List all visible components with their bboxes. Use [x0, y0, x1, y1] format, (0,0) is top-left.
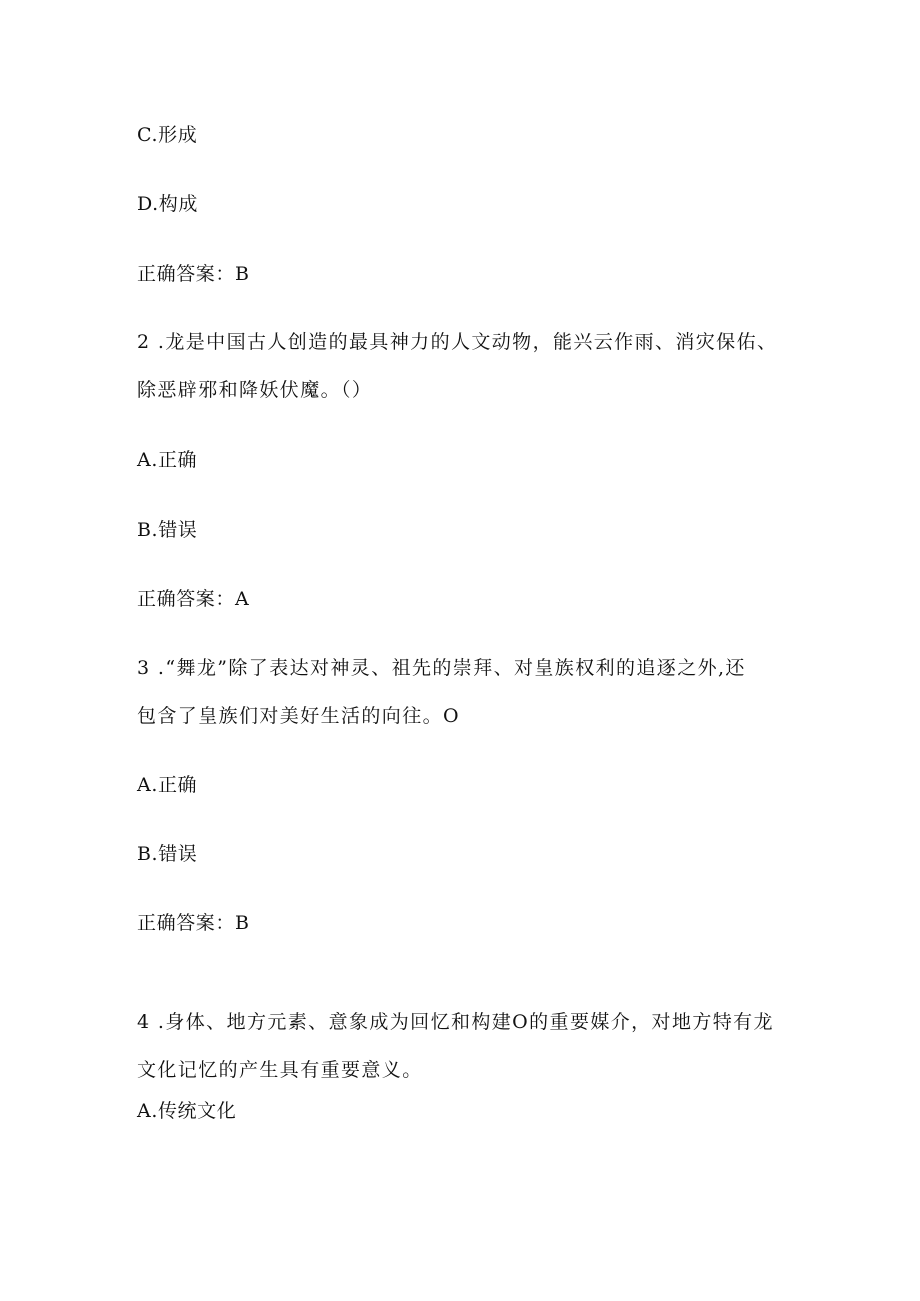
question-4-option-a: A.传统文化 [137, 1100, 237, 1122]
question-2-line-1: 2 .龙是中国古人创造的最具神力的人文动物，能兴云作雨、消灾保佑、 [137, 331, 778, 353]
question-3-answer: 正确答案：B [137, 912, 250, 934]
option-d-text: D.构成 [137, 193, 198, 215]
question-2-line-2: 除恶辟邪和降妖伏魔。（） [137, 379, 373, 401]
answer-text: 正确答案：B [137, 263, 250, 285]
question-4-line-1: 4 .身体、地方元素、意象成为回忆和构建O的重要媒介，对地方特有龙 [137, 1011, 774, 1033]
question-2-answer: 正确答案：A [137, 588, 250, 610]
question-4-line-2: 文化记忆的产生具有重要意义。 [137, 1059, 423, 1081]
question-3-option-b: B.错误 [137, 843, 198, 865]
question-2-option-b: B.错误 [137, 519, 198, 541]
question-3-line-2: 包含了皇族们对美好生活的向往。O [137, 705, 460, 727]
option-c-text: C.形成 [137, 124, 198, 146]
question-2-option-a: A.正确 [137, 449, 198, 471]
question-3-option-a: A.正确 [137, 774, 198, 796]
question-3-line-1: 3 .“舞龙”除了表达对神灵、祖先的崇拜、对皇族权利的追逐之外,还 [137, 657, 746, 679]
